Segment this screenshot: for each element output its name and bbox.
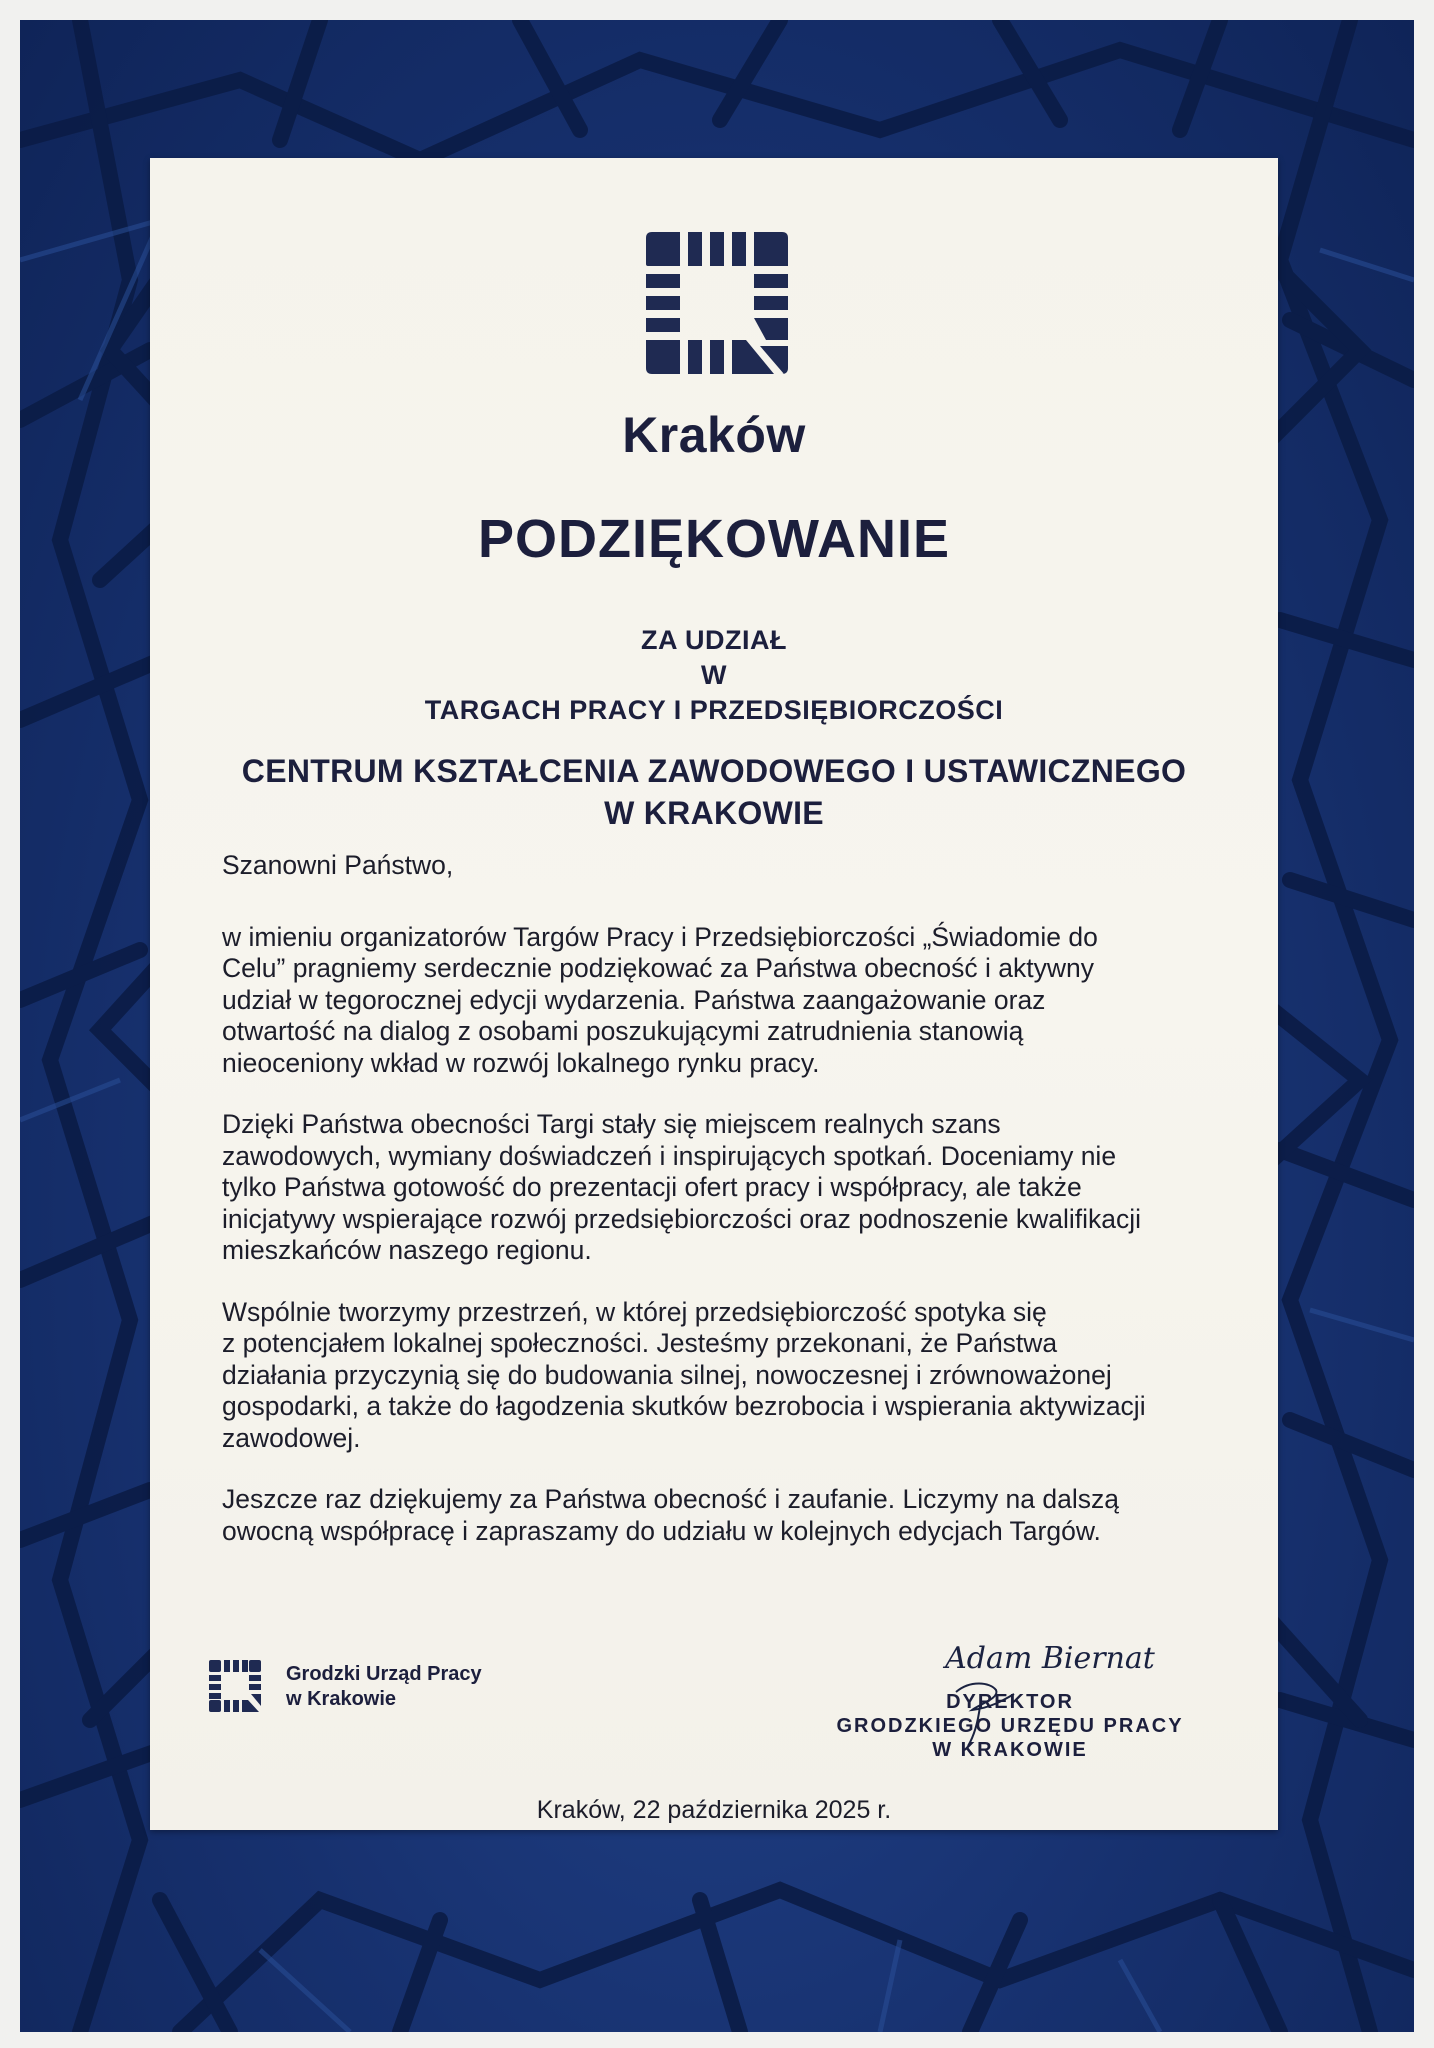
greeting: Szanowni Państwo, bbox=[222, 850, 454, 880]
office-line: w Krakowie bbox=[286, 1688, 397, 1710]
krakow-city-logo-icon bbox=[642, 228, 792, 378]
director-line: W KRAKOWIE bbox=[932, 1739, 1088, 1761]
document-title: PODZIĘKOWANIE bbox=[477, 509, 951, 569]
office-line: Grodzki Urząd Pracy bbox=[286, 1663, 482, 1685]
grodzki-urzad-pracy-logo-icon bbox=[207, 1658, 263, 1714]
issuing-office bbox=[286, 1662, 482, 1712]
place-and-date: Kraków, 22 października 2025 r. bbox=[536, 1796, 892, 1824]
letter-paragraph: w imieniu organizatorów Targów Pracy i Przedsiębiorczości „Świadomie do Celu” pragniemy serdecznie podziękować za Państwa obecność i aktywny udział w tegorocznej edycji wydarzenia. Państwa zaangażowanie oraz otwartość na dialog z osobami poszukującymi zatrudnienia stanowią nieoceniony wkład w rozwój lokalnego rynku pracy. bbox=[222, 921, 1098, 1078]
handwritten-signature: Adam Biernat bbox=[945, 1641, 1155, 1676]
organization-line: W KRAKOWIE bbox=[604, 795, 824, 831]
director-title bbox=[800, 1690, 1220, 1762]
subtitle-line: ZA UDZIAŁ bbox=[641, 625, 787, 655]
city-name: Kraków bbox=[622, 407, 806, 463]
subtitle-line: W bbox=[701, 660, 727, 690]
letter-paragraph: Jeszcze raz dziękujemy za Państwa obecność i zaufanie. Liczymy na dalszą owocną współpracę i zapraszamy do udziału w kolejnych edycjach Targów. bbox=[222, 1484, 1120, 1546]
subtitle bbox=[150, 623, 1278, 728]
letter-body bbox=[222, 850, 1222, 1577]
director-line: DYREKTOR bbox=[946, 1691, 1074, 1713]
director-line: GRODZKIEGO URZĘDU PRACY bbox=[836, 1715, 1184, 1737]
recipient-organization bbox=[150, 750, 1278, 834]
organization-line: CENTRUM KSZTAŁCENIA ZAWODOWEGO I USTAWICZNEGO bbox=[241, 753, 1187, 789]
certificate-sheet bbox=[150, 158, 1278, 1830]
letter-paragraph: Wspólnie tworzymy przestrzeń, w której przedsiębiorczość spotyka się z potencjałem lokalnej społeczności. Jesteśmy przekonani, że Państwa działania przyczynią się do budowania silnej, nowoczesnej i zrównoważonej gospodarki, a także do łagodzenia skutków bezrobocia i wspierania aktywizacji zawodowej. bbox=[222, 1296, 1146, 1453]
subtitle-line: TARGACH PRACY I PRZEDSIĘBIORCZOŚCI bbox=[424, 695, 1004, 725]
letter-paragraph: Dzięki Państwa obecności Targi stały się miejscem realnych szans zawodowych, wymiany doświadczeń i inspirujących spotkań. Doceniamy nie tylko Państwa gotowość do prezentacji ofert pracy i współpracy, ale także inicjatywy wspierające rozwój przedsiębiorczości oraz podnoszenie kwalifikacji mieszkańców naszego regionu. bbox=[222, 1109, 1142, 1265]
